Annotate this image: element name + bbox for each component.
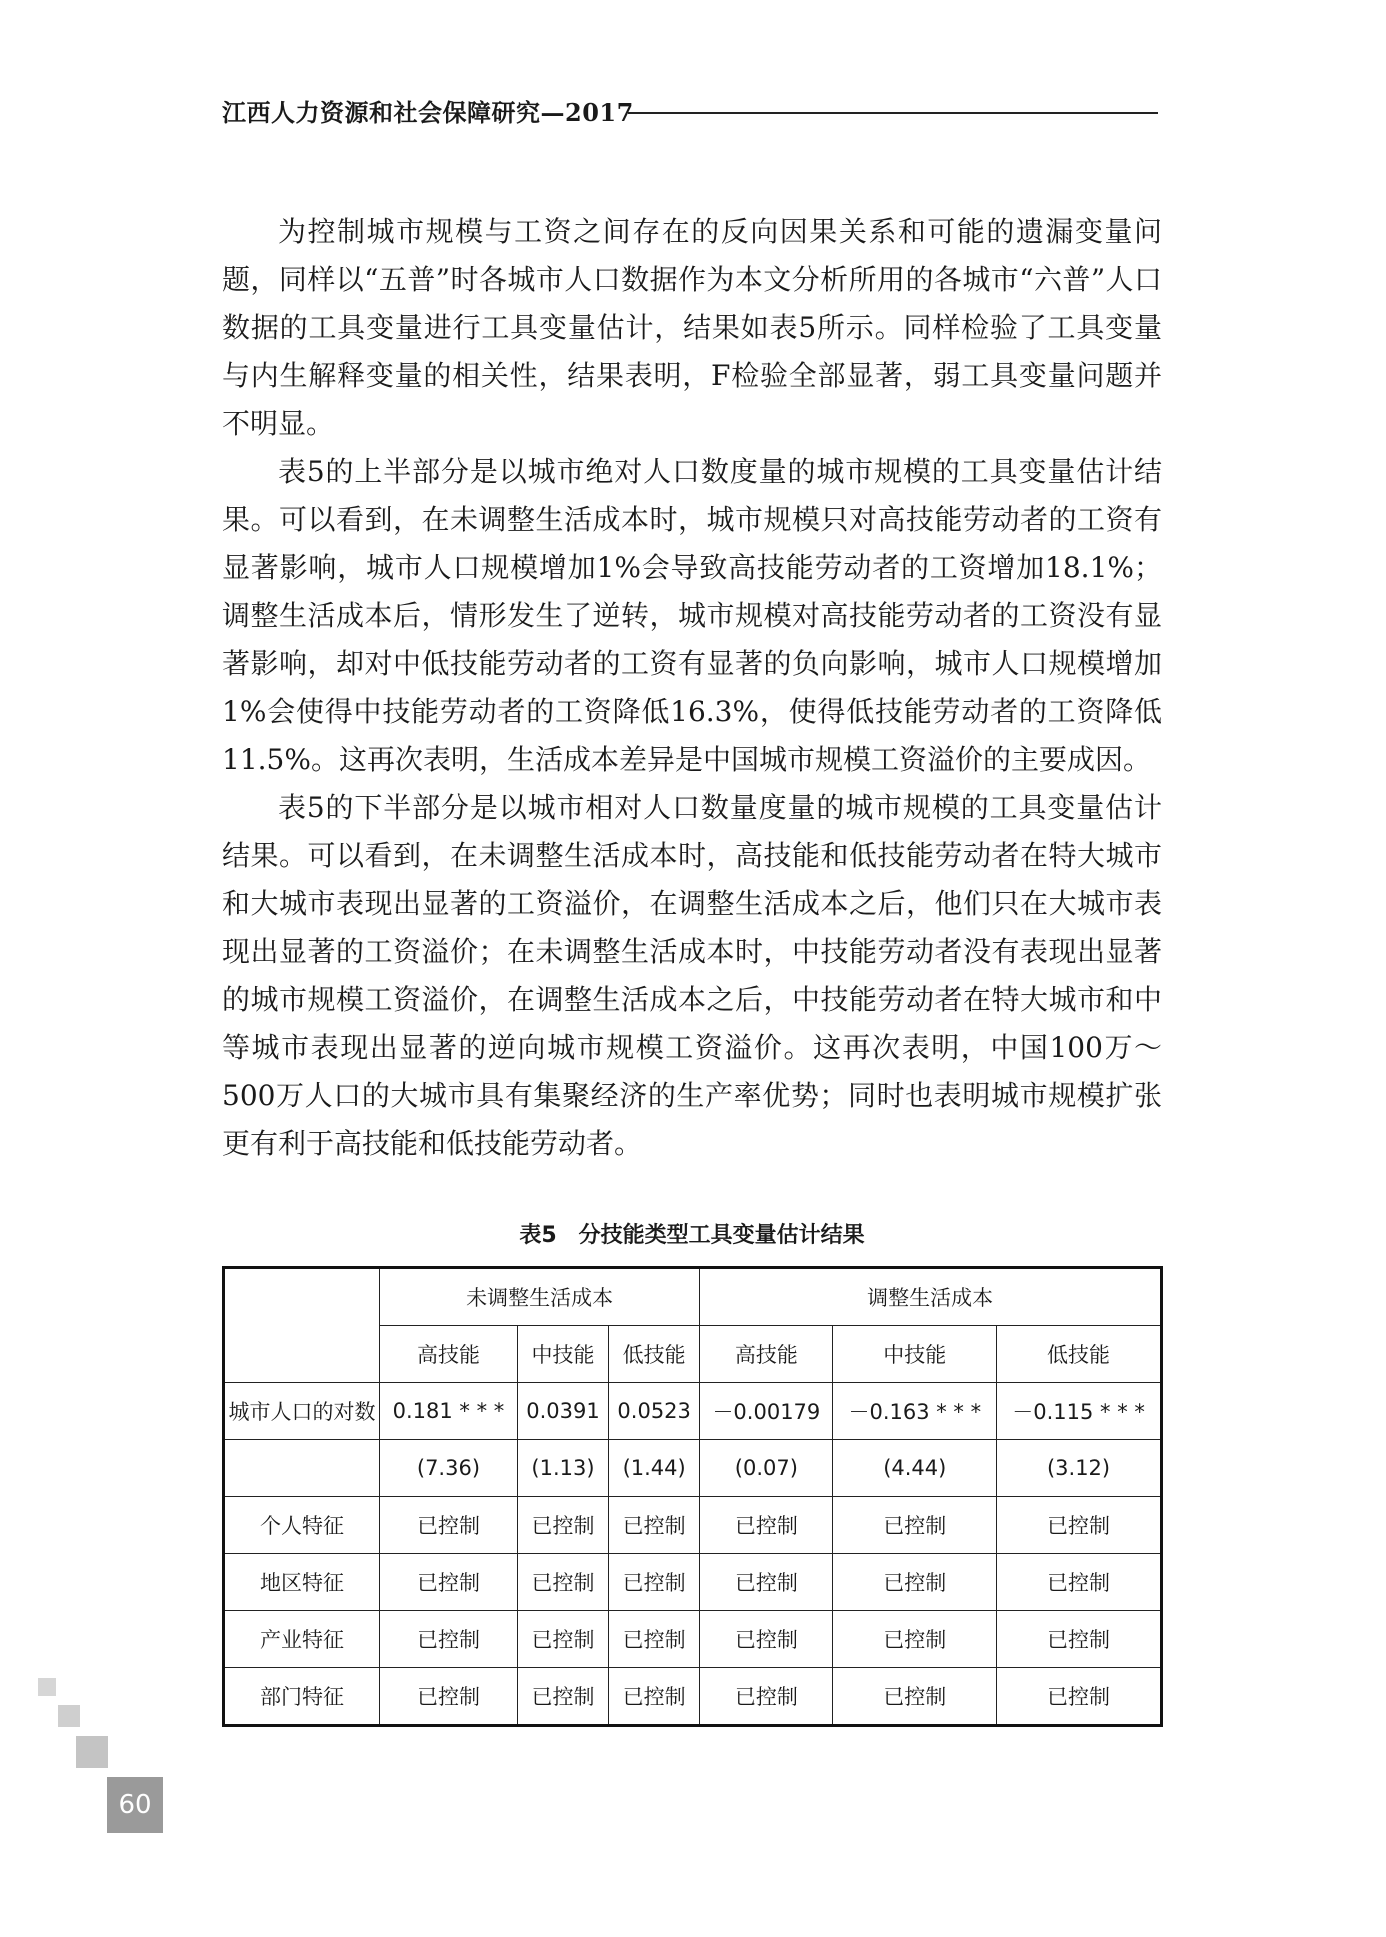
- table-cell: 已控制: [609, 1497, 700, 1554]
- sub-header-cell: 高技能: [700, 1326, 833, 1383]
- table-cell: 已控制: [997, 1554, 1162, 1611]
- running-header-title: 江西人力资源和社会保障研究—2017: [222, 98, 634, 127]
- table-cell: (3.12): [997, 1440, 1162, 1497]
- table-cell: 已控制: [380, 1668, 518, 1726]
- sub-header-cell: 中技能: [833, 1326, 997, 1383]
- paragraph-2: 表5的上半部分是以城市绝对人口数度量的城市规模的工具变量估计结果。可以看到，在未调整生活成本时，城市规模只对高技能劳动者的工资有显著影响，城市人口规模增加1%会导致高技能劳动者的工资增加18.1%；调整生活成本后，情形发生了逆转，城市规模对高技能劳动者的工资没有显著影响，却对中低技能劳动者的工资有显著的负向影响，城市人口规模增加1%会使得中技能劳动者的工资降低16.3%，使得低技能劳动者的工资降低11.5%。这再次表明，生活成本差异是中国城市规模工资溢价的主要成因。: [222, 455, 1162, 776]
- table-cell: (7.36): [380, 1440, 518, 1497]
- table-cell: 已控制: [517, 1554, 608, 1611]
- table-cell: 已控制: [997, 1611, 1162, 1668]
- table-cell: －0.163 * * *: [833, 1383, 997, 1440]
- table-cell: 已控制: [517, 1668, 608, 1726]
- row-label: [224, 1440, 380, 1497]
- sub-header-cell: 高技能: [380, 1326, 518, 1383]
- sub-header-cell: 低技能: [997, 1326, 1162, 1383]
- table-cell: 已控制: [609, 1554, 700, 1611]
- table-cell: 已控制: [700, 1497, 833, 1554]
- table-cell: 0.0391: [517, 1383, 608, 1440]
- table-cell: 已控制: [833, 1554, 997, 1611]
- table-cell: (1.44): [609, 1440, 700, 1497]
- table-row: [224, 1668, 1162, 1726]
- table-cell: 已控制: [700, 1611, 833, 1668]
- table-cell: 已控制: [380, 1611, 518, 1668]
- table-row: [224, 1440, 1162, 1497]
- table-cell: (0.07): [700, 1440, 833, 1497]
- table-cell: 已控制: [700, 1668, 833, 1726]
- decorative-square: [76, 1736, 108, 1768]
- sub-header-cell: 中技能: [517, 1326, 608, 1383]
- table-row: [224, 1497, 1162, 1554]
- table-row: [224, 1554, 1162, 1611]
- table-cell: 已控制: [997, 1668, 1162, 1726]
- group-header-unadjusted: 未调整生活成本: [380, 1268, 700, 1326]
- table-corner-cell: [224, 1268, 380, 1383]
- table-cell: 已控制: [700, 1554, 833, 1611]
- body-text: [222, 208, 1162, 1168]
- table-cell: 已控制: [997, 1497, 1162, 1554]
- header-rule: [628, 112, 1158, 114]
- table-cell: 已控制: [517, 1611, 608, 1668]
- table-cell: 0.181 * * *: [380, 1383, 518, 1440]
- sub-header-cell: 低技能: [609, 1326, 700, 1383]
- table-cell: 已控制: [609, 1668, 700, 1726]
- row-label: 城市人口的对数: [224, 1383, 380, 1440]
- paragraph-1: 为控制城市规模与工资之间存在的反向因果关系和可能的遗漏变量问题，同样以“五普”时各城市人口数据作为本文分析所用的各城市“六普”人口数据的工具变量进行工具变量估计，结果如表5所示。同样检验了工具变量与内生解释变量的相关性，结果表明，F检验全部显著，弱工具变量问题并不明显。: [222, 215, 1162, 440]
- row-label: 个人特征: [224, 1497, 380, 1554]
- table-cell: (1.13): [517, 1440, 608, 1497]
- table-cell: －0.00179: [700, 1383, 833, 1440]
- table-cell: 已控制: [609, 1611, 700, 1668]
- table-cell: (4.44): [833, 1440, 997, 1497]
- page-number: 60: [107, 1777, 163, 1833]
- decorative-square: [58, 1705, 80, 1727]
- row-label: 地区特征: [224, 1554, 380, 1611]
- row-label: 部门特征: [224, 1668, 380, 1726]
- group-header-adjusted: 调整生活成本: [700, 1268, 1162, 1326]
- table-cell: 已控制: [517, 1497, 608, 1554]
- paragraph-3: 表5的下半部分是以城市相对人口数量度量的城市规模的工具变量估计结果。可以看到，在未调整生活成本时，高技能和低技能劳动者在特大城市和大城市表现出显著的工资溢价，在调整生活成本之后，他们只在大城市表现出显著的工资溢价；在未调整生活成本时，中技能劳动者没有表现出显著的城市规模工资溢价，在调整生活成本之后，中技能劳动者在特大城市和中等城市表现出显著的逆向城市规模工资溢价。这再次表明，中国100万～500万人口的大城市具有集聚经济的生产率优势；同时也表明城市规模扩张更有利于高技能和低技能劳动者。: [222, 791, 1162, 1160]
- table-cell: 已控制: [380, 1497, 518, 1554]
- table-cell: －0.115 * * *: [997, 1383, 1162, 1440]
- table-cell: 已控制: [380, 1554, 518, 1611]
- table-cell: 已控制: [833, 1497, 997, 1554]
- decorative-square: [38, 1678, 56, 1696]
- table-caption: 表5 分技能类型工具变量估计结果: [519, 1223, 865, 1248]
- table-group-header-row: [224, 1268, 1162, 1326]
- table-cell: 0.0523: [609, 1383, 700, 1440]
- table-row: [224, 1383, 1162, 1440]
- table-cell: 已控制: [833, 1668, 997, 1726]
- table-row: [224, 1611, 1162, 1668]
- row-label: 产业特征: [224, 1611, 380, 1668]
- results-table: [222, 1266, 1163, 1727]
- table-cell: 已控制: [833, 1611, 997, 1668]
